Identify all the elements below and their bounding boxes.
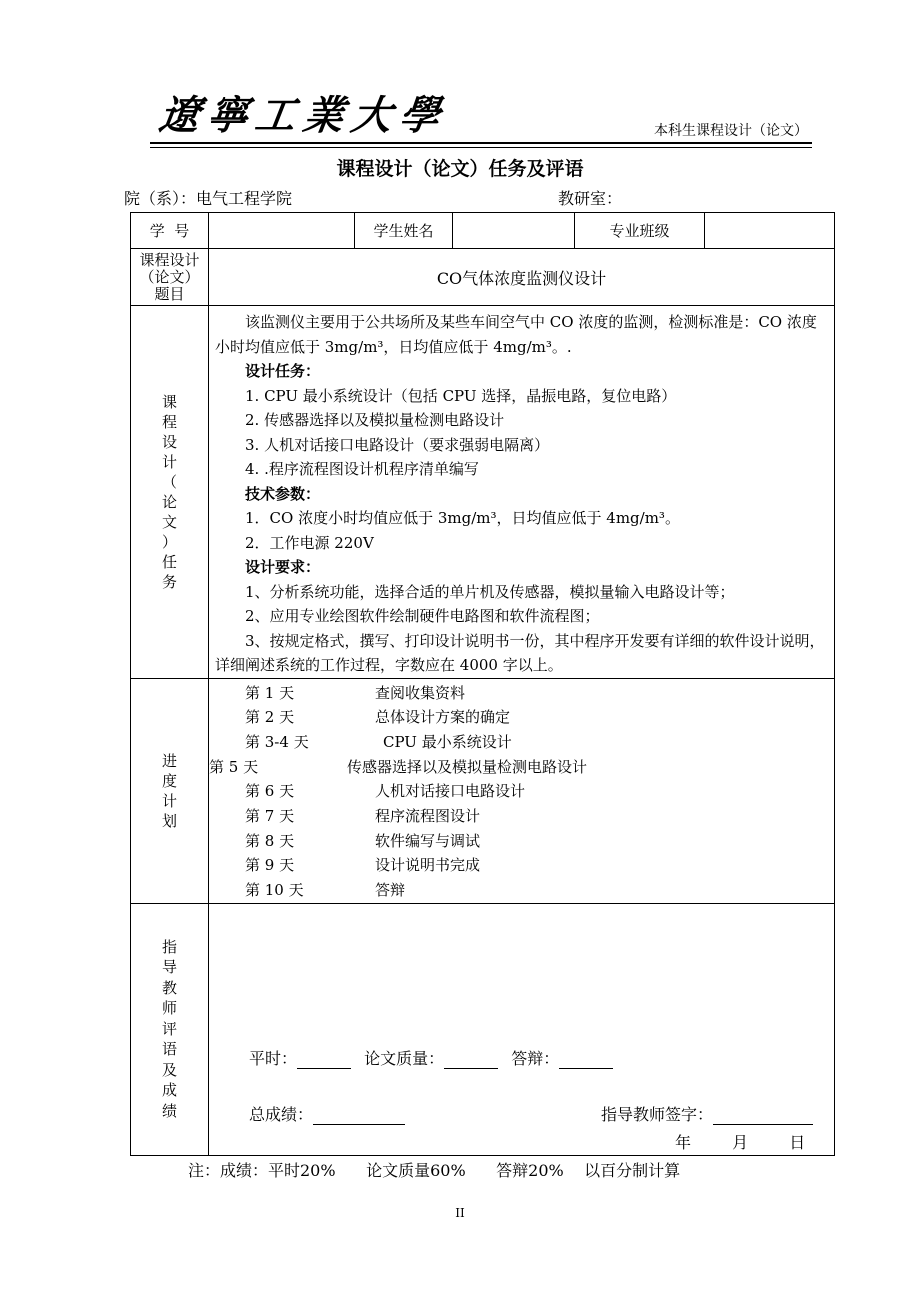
- design-task-item: 4. .程序流程图设计机程序清单编写: [245, 460, 479, 478]
- tech-param-item: 1．CO 浓度小时均值应低于 3mg/m³，日均值应低于 4mg/m³。: [245, 509, 680, 527]
- evaluation-label-char: 指: [161, 937, 177, 956]
- header-subtitle: 本科生课程设计（论文）: [654, 123, 808, 139]
- requirement-item: 3、按规定格式，撰写、打印设计说明书一份，其中程序开发要有详细的软件设计说明，详细阐述系统的工作过程，字数应在 4000 字以上。: [215, 631, 825, 674]
- schedule-task: 总体设计方案的确定: [375, 708, 511, 727]
- design-task-item: 2. 传感器选择以及模拟量检测电路设计: [245, 411, 505, 429]
- schedule-task: 传感器选择以及模拟量检测电路设计: [347, 757, 588, 776]
- task-label: [131, 306, 209, 679]
- task-label-char: ）: [161, 532, 177, 551]
- evaluation-label-char: 师: [161, 999, 177, 1018]
- paper-quality-label: 论文质量：: [364, 1048, 445, 1068]
- task-label-char: 设: [161, 432, 177, 451]
- evaluation-content: [209, 903, 835, 1155]
- tech-params-heading: 技术参数：: [245, 484, 321, 503]
- schedule-task: 人机对话接口电路设计: [375, 782, 526, 801]
- schedule-row: [209, 681, 834, 706]
- schedule-label-char: 进: [161, 751, 177, 770]
- evaluation-label-char: 评: [161, 1019, 177, 1038]
- topic-label-line: 课程设计: [139, 250, 200, 269]
- header-rule: [150, 142, 812, 144]
- design-tasks-heading: 设计任务：: [245, 362, 321, 380]
- topic-label-line: （论文）: [139, 267, 200, 286]
- class-label: 专业班级: [575, 213, 705, 249]
- usual-score-field[interactable]: [297, 1049, 351, 1069]
- tech-param-item: 2．工作电源 220V: [245, 533, 374, 552]
- task-content: [209, 306, 835, 679]
- evaluation-label-char: 教: [161, 978, 177, 997]
- grading-note: 注：成绩：平时20% 论文质量60% 答辩20% 以百分制计算: [188, 1161, 681, 1180]
- year-label: 年: [675, 1132, 692, 1152]
- evaluation-label-char: 绩: [161, 1101, 177, 1120]
- schedule-row: [209, 829, 834, 854]
- usual-score-label: 平时：: [249, 1048, 298, 1068]
- paper-quality-field[interactable]: [444, 1049, 498, 1069]
- task-intro: 该监测仪主要用于公共场所及某些车间空气中 CO 浓度的监测，检测标准是：CO 浓度小时均值应低于 3mg/m³，日均值应低于 4mg/m³。.: [215, 313, 817, 356]
- student-name-label: 学生姓名: [355, 213, 453, 249]
- topic-value: CO气体浓度监测仪设计: [209, 249, 835, 306]
- task-label-char: 程: [161, 412, 177, 431]
- schedule-day: 第 6 天: [245, 782, 295, 801]
- evaluation-label: [131, 903, 209, 1155]
- requirements-heading: 设计要求：: [245, 558, 321, 576]
- evaluation-label-char: 导: [161, 958, 177, 977]
- schedule-label-char: 划: [161, 811, 177, 830]
- requirement-item: 1、分析系统功能，选择合适的单片机及传感器，模拟量输入电路设计等；: [245, 582, 735, 601]
- defense-score-label: 答辩：: [511, 1048, 560, 1068]
- day-label: 日: [789, 1132, 806, 1152]
- total-score-field[interactable]: [313, 1105, 405, 1125]
- topic-label-line: 题目: [154, 284, 185, 303]
- schedule-task: 查阅收集资料: [375, 683, 466, 702]
- task-form-table: [130, 212, 835, 1156]
- schedule-task: CPU 最小系统设计: [383, 732, 512, 751]
- page-number: II: [455, 1206, 465, 1220]
- class-value[interactable]: [705, 213, 835, 249]
- university-logo: 遼寧工業大學: [156, 92, 451, 139]
- signature-line: [601, 1102, 813, 1125]
- requirement-item: 2、应用专业绘图软件绘制硬件电路图和软件流程图；: [245, 607, 600, 625]
- score-line: [249, 1046, 613, 1069]
- task-label-char: 论: [161, 492, 177, 511]
- student-id-label: 学 号: [131, 213, 209, 249]
- schedule-day: 第 1 天: [245, 683, 295, 702]
- schedule-day: 第 9 天: [245, 856, 295, 875]
- header-rule-thin: [150, 147, 812, 148]
- schedule-day: 第 3-4 天: [245, 732, 309, 751]
- design-task-item: 1. CPU 最小系统设计（包括 CPU 选择，晶振电路，复位电路）: [245, 386, 677, 405]
- design-task-item: 3. 人机对话接口电路设计（要求强弱电隔离）: [245, 435, 550, 454]
- schedule-day: 第 10 天: [245, 881, 304, 899]
- evaluation-label-char: 成: [161, 1081, 177, 1100]
- schedule-row: [209, 878, 834, 903]
- student-id-value[interactable]: [209, 213, 355, 249]
- task-label-char: 务: [161, 572, 177, 591]
- schedule-label-char: 度: [161, 771, 177, 790]
- defense-score-field[interactable]: [559, 1049, 613, 1069]
- schedule-task: 答辩: [375, 881, 406, 899]
- schedule-day: 第 5 天: [209, 757, 259, 776]
- schedule-row: [209, 755, 834, 780]
- total-line: [249, 1102, 405, 1125]
- schedule-row: [209, 853, 834, 878]
- task-label-char: 任: [161, 552, 177, 571]
- date-line: [675, 1130, 805, 1153]
- college-label: 院（系）：电气工程学院: [124, 189, 293, 208]
- task-label-char: （: [161, 472, 177, 491]
- signature-field[interactable]: [713, 1105, 813, 1125]
- schedule-label-char: 计: [161, 791, 177, 810]
- schedule-row: [209, 730, 834, 755]
- page-title: 课程设计（论文）任务及评语: [336, 158, 584, 180]
- schedule-label: [131, 678, 209, 903]
- schedule-row: [209, 705, 834, 730]
- schedule-day: 第 8 天: [245, 831, 295, 850]
- schedule-day: 第 7 天: [245, 806, 295, 825]
- schedule-row: [209, 779, 834, 804]
- evaluation-label-char: 及: [161, 1060, 177, 1079]
- task-label-char: 课: [161, 392, 177, 411]
- student-name-value[interactable]: [453, 213, 575, 249]
- schedule-task: 程序流程图设计: [375, 806, 481, 825]
- schedule-content: [209, 678, 835, 903]
- task-label-char: 文: [161, 512, 177, 531]
- topic-label: [131, 249, 209, 306]
- signature-label: 指导教师签字：: [601, 1104, 714, 1124]
- schedule-task: 软件编写与调试: [375, 831, 481, 850]
- schedule-row: [209, 804, 834, 829]
- office-label: 教研室：: [558, 189, 623, 208]
- month-label: 月: [732, 1132, 749, 1152]
- evaluation-label-char: 语: [161, 1040, 177, 1059]
- schedule-task: 设计说明书完成: [375, 856, 481, 875]
- schedule-day: 第 2 天: [245, 708, 295, 727]
- total-score-label: 总成绩：: [249, 1104, 314, 1124]
- task-label-char: 计: [161, 452, 177, 471]
